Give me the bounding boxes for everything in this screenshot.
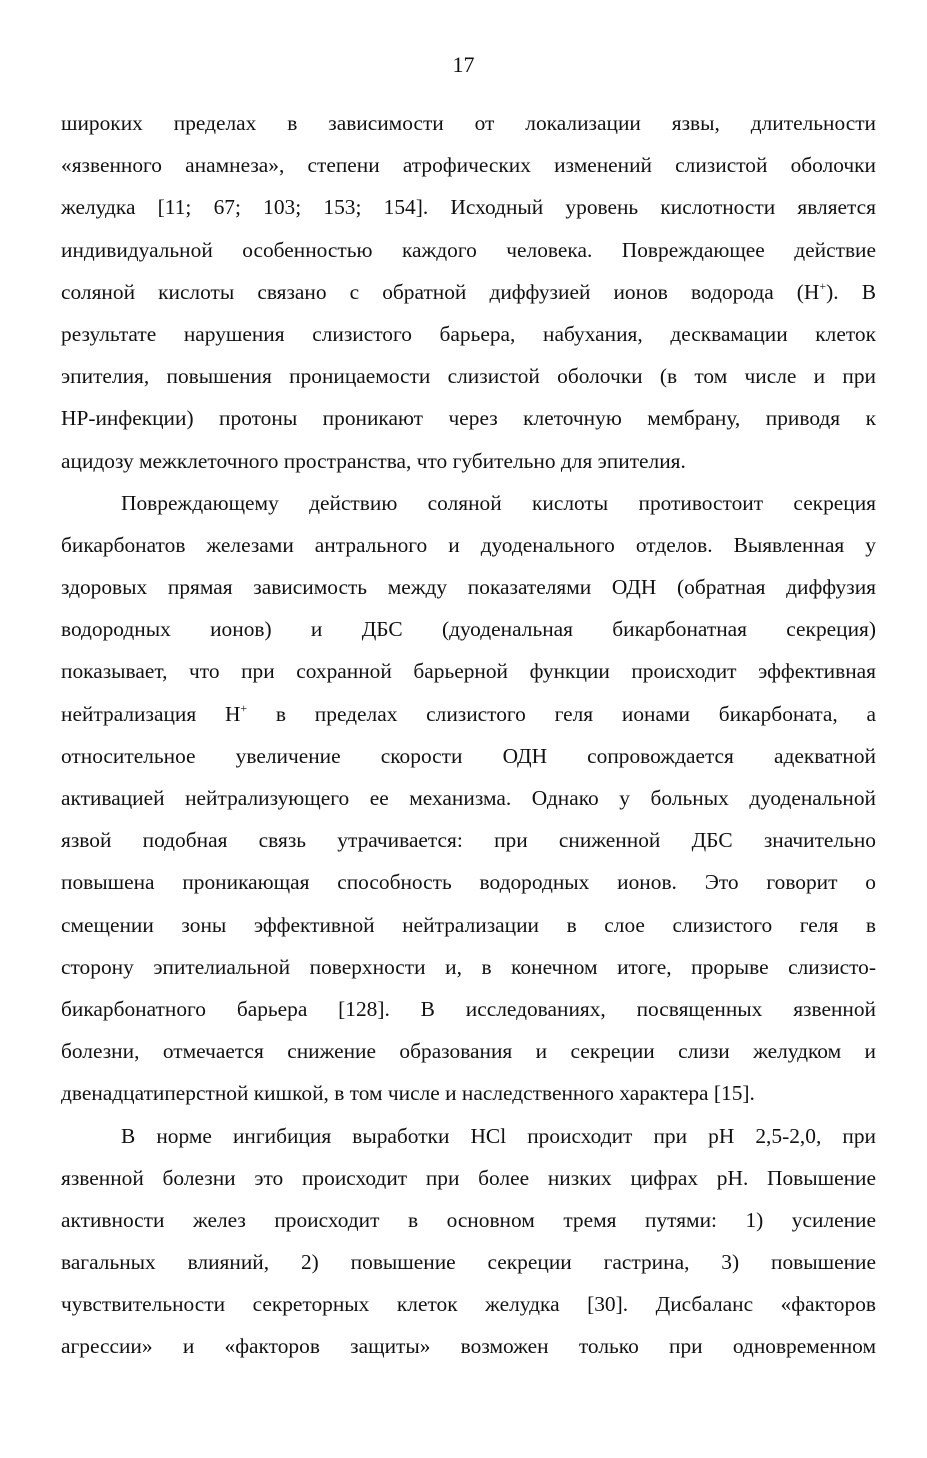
text-line: бикарбонатного барьера [128]. В исследованиях, посвященных язвенной — [61, 996, 876, 1021]
text-line: двенадцатиперстной кишкой, в том числе и наследственного характера [15]. — [61, 1081, 755, 1106]
text-line: результате нарушения слизистого барьера, набухания, десквамации клеток — [61, 321, 876, 346]
page-number: 17 — [452, 52, 475, 77]
paragraph — [61, 1115, 876, 1368]
text-segment: нейтрализация Н — [61, 701, 241, 726]
text-line: повышена проникающая способность водородных ионов. Это говорит о — [61, 870, 876, 895]
text-line — [61, 693, 876, 735]
text-line: В норме ингибиция выработки HCl происходит при pH 2,5-2,0, при — [121, 1123, 876, 1148]
paragraph — [61, 482, 876, 1115]
superscript: + — [819, 278, 827, 293]
text-line: смещении зоны эффективной нейтрализации в слое слизистого геля в — [61, 912, 876, 937]
text-line: чувствительности секреторных клеток желудка [30]. Дисбаланс «факторов — [61, 1292, 876, 1317]
text-line: болезни, отмечается снижение образования и секреции слизи желудком и — [61, 1039, 876, 1064]
text-line — [61, 271, 876, 313]
text-line: эпителия, повышения проницаемости слизистой оболочки (в том числе и при — [61, 364, 876, 389]
body-text — [61, 102, 876, 1368]
text-line: широких пределах в зависимости от локализации язвы, длительности — [61, 111, 876, 135]
text-line: индивидуальной особенностью каждого человека. Повреждающее действие — [61, 237, 876, 262]
text-line: бикарбонатов железами антрального и дуоденального отделов. Выявленная у — [61, 532, 876, 557]
text-line: желудка [11; 67; 103; 153; 154]. Исходный уровень кислотности является — [61, 195, 876, 220]
text-line: HP-инфекции) протоны проникают через клеточную мембрану, приводя к — [61, 406, 876, 431]
text-line: сторону эпителиальной поверхности и, в конечном итоге, прорыве слизисто- — [61, 954, 876, 979]
superscript: + — [240, 700, 248, 715]
paragraph — [61, 102, 876, 482]
text-segment: в пределах слизистого геля ионами бикарбоната, а — [247, 701, 876, 726]
text-line: агрессии» и «факторов защиты» возможен только при одновременном — [61, 1334, 876, 1359]
text-line: язвенной болезни это происходит при более низких цифрах pH. Повышение — [61, 1165, 876, 1190]
text-line: водородных ионов) и ДБС (дуоденальная бикарбонатная секреция) — [61, 617, 876, 642]
text-line: «язвенного анамнеза», степени атрофических изменений слизистой оболочки — [61, 153, 876, 178]
text-line: показывает, что при сохранной барьерной функции происходит эффективная — [61, 659, 876, 684]
text-segment: ). В — [826, 279, 876, 304]
text-line: Повреждающему действию соляной кислоты противостоит секреция — [121, 490, 876, 515]
text-line: вагальных влияний, 2) повышение секреции гастрина, 3) повышение — [61, 1250, 876, 1275]
text-line: относительное увеличение скорости ОДН сопровождается адекватной — [61, 743, 876, 768]
text-line: здоровых прямая зависимость между показателями ОДН (обратная диффузия — [61, 575, 876, 600]
text-line: ацидозу межклеточного пространства, что губительно для эпителия. — [61, 448, 686, 473]
text-line: активности желез происходит в основном тремя путями: 1) усиление — [61, 1207, 876, 1232]
text-segment: соляной кислоты связано с обратной диффузией ионов водорода (Н — [61, 279, 820, 304]
text-line: язвой подобная связь утрачивается: при сниженной ДБС значительно — [61, 828, 876, 853]
text-line: активацией нейтрализующего ее механизма. Однако у больных дуоденальной — [61, 786, 876, 810]
